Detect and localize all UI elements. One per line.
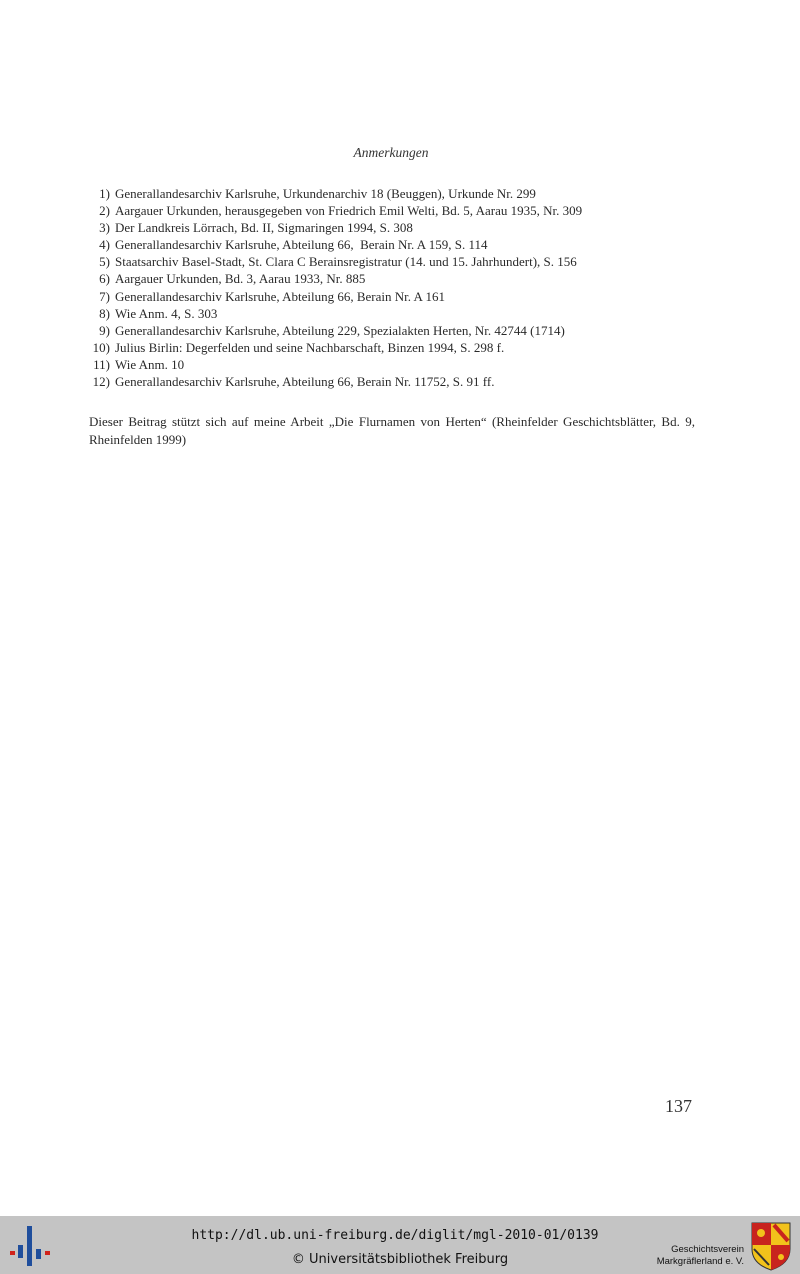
- note-text: Aargauer Urkunden, herausgegeben von Friedrich Emil Welti, Bd. 5, Aarau 1935, Nr. 309: [115, 203, 583, 219]
- note-number: 12): [92, 374, 110, 390]
- note-number: 3): [99, 220, 110, 236]
- note-item: [86, 339, 706, 356]
- note-text: Aargauer Urkunden, Bd. 3, Aarau 1933, Nr. 885: [115, 271, 366, 287]
- note-number: 9): [99, 322, 110, 338]
- note-number: 11): [93, 356, 110, 372]
- note-text: Julius Birlin: Degerfelden und seine Nachbarschaft, Binzen 1994, S. 298 f.: [115, 339, 505, 355]
- note-number: 8): [99, 305, 110, 321]
- society-line-1: Geschichtsverein: [671, 1244, 744, 1255]
- copyright-text: © Universitätsbibliothek Freiburg: [291, 1252, 509, 1267]
- society-line-2: Markgräflerland e. V.: [656, 1256, 744, 1267]
- note-item: [86, 236, 706, 253]
- page-number: 137: [665, 1096, 692, 1116]
- note-number: 10): [92, 339, 110, 355]
- note-item: [86, 185, 706, 202]
- coat-of-arms-icon[interactable]: [750, 1221, 792, 1271]
- note-text: Staatsarchiv Basel-Stadt, St. Clara C Berainsregistratur (14. und 15. Jahrhundert), S. 156: [115, 254, 577, 270]
- note-number: 5): [99, 254, 110, 270]
- note-number: 1): [99, 186, 110, 201]
- note-number: 4): [99, 237, 110, 253]
- note-text: Generallandesarchiv Karlsruhe, Abteilung 66, Berain Nr. 11752, S. 91 ff.: [115, 374, 495, 390]
- note-item: [86, 373, 706, 390]
- note-item: [86, 253, 706, 270]
- notes-heading: Anmerkungen: [353, 145, 429, 160]
- note-text: Der Landkreis Lörrach, Bd. II, Sigmaringen 1994, S. 308: [115, 220, 413, 236]
- note-item: [86, 356, 706, 373]
- note-item: [86, 305, 706, 322]
- closing-paragraph: Dieser Beitrag stützt sich auf meine Arbeit „Die Flurnamen von Herten“ (Rheinfelder Geschichtsblätter, Bd. 9, Rheinfelden 1999): [89, 414, 695, 447]
- note-item: [86, 322, 706, 339]
- note-text: Wie Anm. 4, S. 303: [115, 305, 218, 321]
- note-item: [86, 288, 706, 305]
- note-item: [86, 202, 706, 219]
- notes-list: [86, 185, 706, 390]
- document-url-link[interactable]: http://dl.ub.uni-freiburg.de/diglit/mgl-2010-01/0139: [191, 1228, 599, 1243]
- note-item: [86, 270, 706, 287]
- note-item: [86, 219, 706, 236]
- note-number: 7): [99, 288, 110, 304]
- note-text: Generallandesarchiv Karlsruhe, Abteilung 66, Berain Nr. A 161: [115, 288, 445, 304]
- note-text: Wie Anm. 10: [115, 356, 185, 372]
- note-number: 6): [99, 271, 110, 287]
- society-name: [612, 1244, 744, 1268]
- note-text: Generallandesarchiv Karlsruhe, Urkundenarchiv 18 (Beuggen), Urkunde Nr. 299: [115, 186, 536, 201]
- footer-bar: [0, 1216, 800, 1274]
- note-number: 2): [99, 203, 110, 219]
- note-text: Generallandesarchiv Karlsruhe, Abteilung 229, Spezialakten Herten, Nr. 42744 (1714): [115, 322, 565, 338]
- note-text: Generallandesarchiv Karlsruhe, Abteilung 66, Berain Nr. A 159, S. 114: [115, 237, 488, 253]
